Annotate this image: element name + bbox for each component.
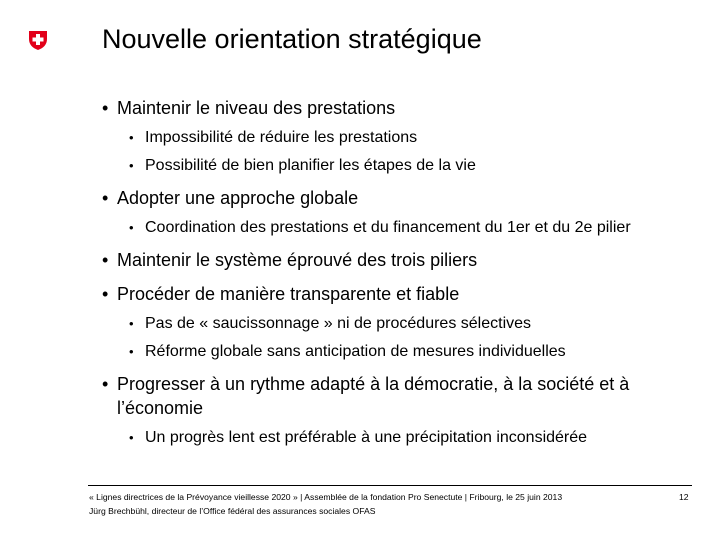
bullet-text: Adopter une approche globale <box>117 188 359 208</box>
sub-bullet-item: • Pas de « saucissonnage » ni de procédures sélectives <box>129 315 532 332</box>
bullet-item: • Maintenir le système éprouvé des trois piliers <box>102 250 478 270</box>
footer-line-2: Jürg Brechbühl, directeur de l’Office fédéral des assurances sociales OFAS <box>89 506 376 516</box>
bullet-text: Maintenir le système éprouvé des trois piliers <box>117 250 478 270</box>
bullet-group <box>102 186 702 238</box>
bullet-item: • Adopter une approche globale <box>102 188 359 208</box>
bullet-text: Progresser à un rythme adapté à la démocratie, à la société et à l’économie <box>117 374 630 418</box>
bullet-text: Maintenir le niveau des prestations <box>117 98 396 118</box>
sub-bullet-item: • Impossibilité de réduire les prestations <box>129 129 418 146</box>
bullet-group <box>102 248 702 272</box>
bullet-list <box>102 96 702 458</box>
sub-bullet-item: • Possibilité de bien planifier les étapes de la vie <box>129 157 476 174</box>
sub-bullet-text: Réforme globale sans anticipation de mesures individuelles <box>145 343 566 360</box>
bullet-text: Procéder de manière transparente et fiable <box>117 284 460 304</box>
footer-line-1: « Lignes directrices de la Prévoyance vieillesse 2020 » | Assemblée de la fondation Pro Senectute | Fribourg, le 25 juin 2013 <box>89 492 563 502</box>
sub-bullet-text: Possibilité de bien planifier les étapes de la vie <box>145 157 476 174</box>
sub-bullet-text: Pas de « saucissonnage » ni de procédures sélectives <box>145 315 532 332</box>
bullet-item: • Procéder de manière transparente et fiable <box>102 284 460 304</box>
sub-bullet-item: • Coordination des prestations et du financement du 1er et du 2e pilier <box>129 219 631 236</box>
bullet-group <box>102 372 702 448</box>
sub-bullet-text: Un progrès lent est préférable à une précipitation inconsidérée <box>145 429 588 446</box>
sub-bullet-text: Impossibilité de réduire les prestations <box>145 129 418 146</box>
swiss-cross-logo <box>27 29 49 51</box>
page-number: 12 <box>679 492 689 502</box>
sub-bullet-item: • Un progrès lent est préférable à une précipitation inconsidérée <box>129 429 588 446</box>
bullet-group <box>102 96 702 176</box>
footer-divider <box>88 485 692 486</box>
bullet-item: • Maintenir le niveau des prestations <box>102 98 396 118</box>
bullet-item: • Progresser à un rythme adapté à la démocratie, à la société et à l’économie <box>102 374 630 418</box>
sub-bullet-item: • Réforme globale sans anticipation de mesures individuelles <box>129 343 566 360</box>
sub-bullet-text: Coordination des prestations et du financement du 1er et du 2e pilier <box>145 219 631 236</box>
slide-title: Nouvelle orientation stratégique <box>102 24 482 54</box>
bullet-group <box>102 282 702 362</box>
